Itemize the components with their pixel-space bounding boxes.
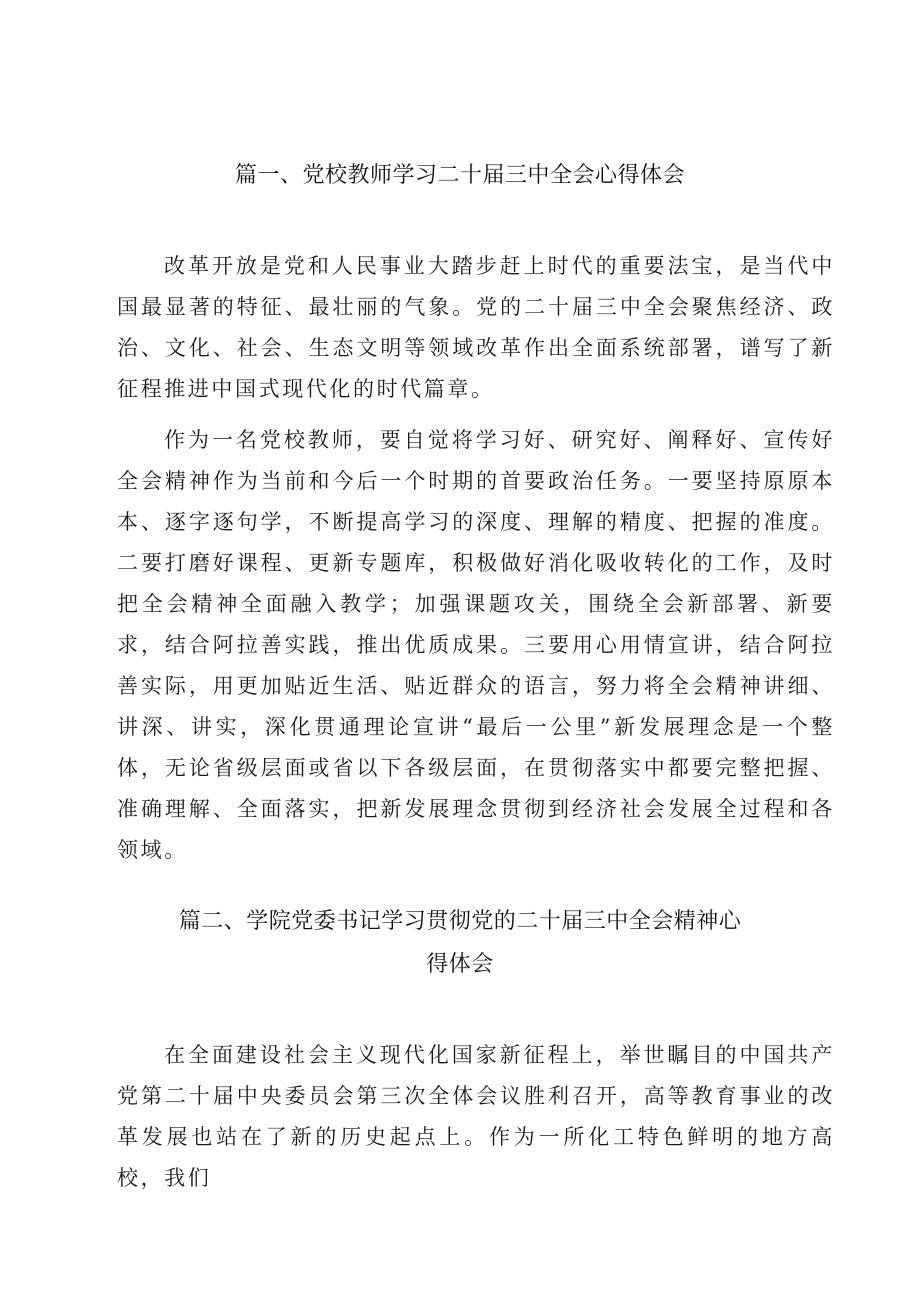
section-1-paragraph-2: 作为一名党校教师，要自觉将学习好、研究好、阐释好、宣传好全会精神作为当前和今后一个时期的首要政治任务。一要坚持原原本本、逐字逐句学，不断提高学习的深度、理解的精度、把握的准度。二要打磨好课程、更新专题库，积极做好消化吸收转化的工作，及时把全会精神全面融入教学；加强课题攻关，围绕全会新部署、新要求，结合阿拉善实践，推出优质成果。三要用心用情宣讲，结合阿拉善实际，用更加贴近生活、贴近群众的语言，努力将全会精神讲细、讲深、讲实，深化贯通理论宣讲“最后一公里”新发展理念是一个整体，无论省级层面或省以下各级层面，在贯彻落实中都要完整把握、准确理解、全面落实，把新发展理念贯彻到经济社会发展全过程和各领域。 (117, 428, 835, 862)
section-2-paragraph-1: 在全面建设社会主义现代化国家新征程上，举世瞩目的中国共产党第二十届中央委员会第三次全体会议胜利召开，高等教育事业的改革发展也站在了新的历史起点上。作为一所化工特色鲜明的地方高校，我们 (117, 1043, 835, 1190)
section-2-title-line-1: 篇二、学院党委书记学习贯彻党的二十届三中全会精神心 (178, 909, 742, 934)
section-2-title-line-2: 得体会 (426, 952, 494, 977)
section-1-title: 篇一、党校教师学习二十届三中全会心得体会 (234, 163, 685, 188)
section-1-paragraph-1: 改革开放是党和人民事业大踏步赶上时代的重要法宝，是当代中国最显著的特征、最壮丽的气象。党的二十届三中全会聚焦经济、政治、文化、社会、生态文明等领域改革作出全面系统部署，谱写了新征程推进中国式现代化的时代篇章。 (117, 254, 835, 401)
section-2-title (0, 900, 920, 986)
